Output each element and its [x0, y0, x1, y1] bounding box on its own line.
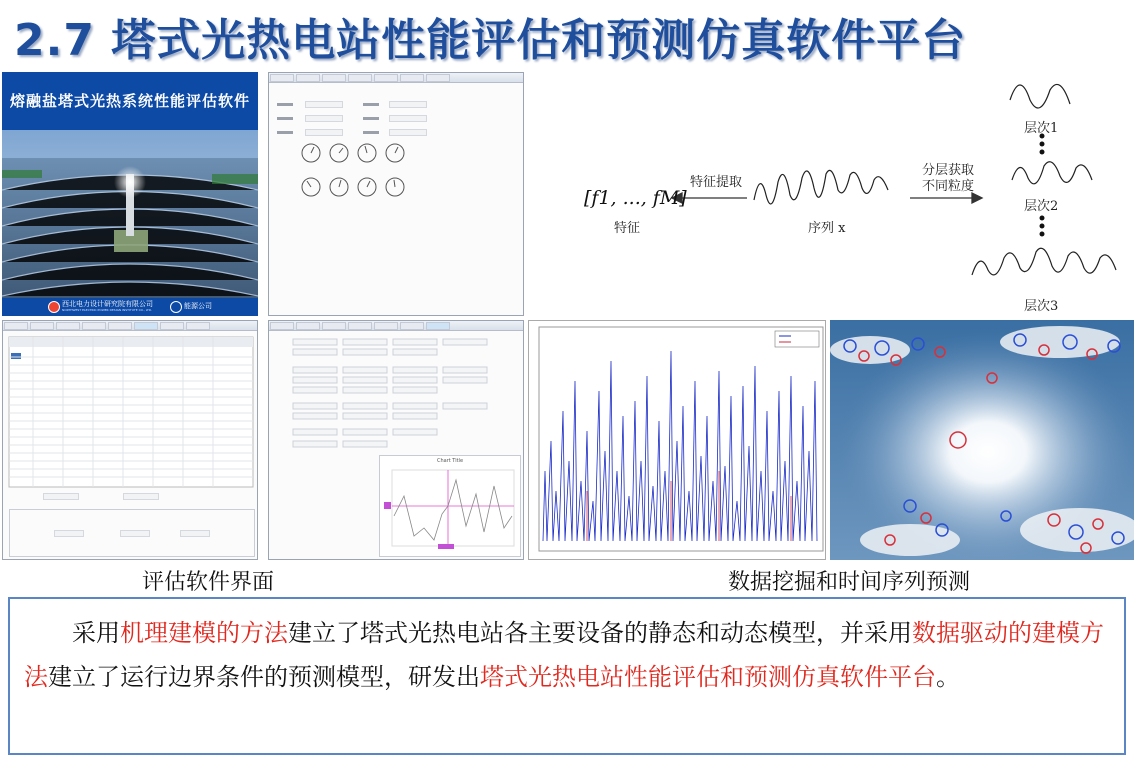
layer-label-1: 分层获取: [922, 163, 975, 178]
level2-label: 层次2: [1024, 199, 1059, 214]
summary-group: [9, 509, 255, 557]
software-cover-image: [2, 72, 258, 316]
level1-wave: [1010, 84, 1070, 108]
window-tabs: [269, 321, 523, 331]
summary-paragraph: [24, 611, 1116, 699]
timeseries-plot: [529, 321, 825, 559]
sky-image: [830, 320, 1134, 560]
level1-label: 层次1: [1024, 121, 1059, 136]
text-segment: 建立了运行边界条件的预测模型，研发出: [48, 663, 480, 691]
feature-vector: [f1, ..., fM]: [584, 187, 687, 209]
feature-label: 特征: [614, 221, 641, 236]
cover-banner: 熔融盐塔式光热系统性能评估软件: [9, 92, 250, 110]
text-segment: 采用: [72, 619, 120, 647]
software-window-table: [2, 320, 258, 560]
gauge-grid: [269, 137, 524, 257]
company-logo-icon: [48, 301, 60, 313]
level3-label: 层次3: [1024, 299, 1059, 314]
software-window-gauges: [268, 72, 524, 316]
solar-field-photo: [2, 130, 258, 298]
cover-footer: [2, 298, 258, 316]
result-field[interactable]: [123, 493, 159, 500]
level3-wave: [972, 248, 1116, 275]
window-tabs: [3, 321, 257, 331]
highlight-data-driven-modeling: 数据驱动的建模方法: [24, 619, 1104, 691]
mini-chart: [379, 455, 521, 557]
company-name: 西北电力设计研究院有限公司: [62, 300, 153, 308]
ellipsis-dots: [1040, 134, 1045, 237]
level2-wave: [1012, 162, 1092, 184]
settings-form: [269, 333, 524, 453]
window-tabs: [269, 73, 523, 83]
summary-box: [8, 597, 1126, 755]
sky-image-detection: [830, 320, 1134, 560]
layer-label-2: 不同粒度: [922, 179, 975, 194]
page-title: 2.7 塔式光热电站性能评估和预测仿真软件平台: [14, 15, 967, 66]
partner-name: 能源公司: [184, 302, 212, 310]
text-segment: 建立了塔式光热电站各主要设备的静态和动态模型，并采用: [288, 619, 912, 647]
highlight-mechanism-modeling: 机理建模的方法: [120, 619, 288, 647]
extract-label: 特征提取: [690, 175, 743, 190]
sequence-wave: [754, 170, 888, 204]
parameter-table: [3, 333, 258, 493]
software-window-settings-chart: [268, 320, 524, 560]
text-segment: 。: [936, 663, 960, 691]
caption-right: 数据挖掘和时间序列预测: [728, 570, 971, 595]
multiscale-feature-diagram: [532, 70, 1124, 320]
timeseries-plot-screenshot: [528, 320, 826, 560]
caption-left: 评估软件界面: [142, 570, 275, 595]
highlight-platform-name: 塔式光热电站性能评估和预测仿真软件平台: [480, 663, 936, 691]
sequence-label: 序列 x: [808, 221, 846, 236]
result-field[interactable]: [43, 493, 79, 500]
mini-chart-title: Chart Title: [436, 458, 464, 464]
partner-logo-icon: [170, 301, 182, 313]
company-name-en: NORTHWEST ELECTRIC POWER DESIGN INSTITUTE CO., LTD.: [62, 308, 153, 312]
mini-chart-plot: [380, 466, 520, 554]
